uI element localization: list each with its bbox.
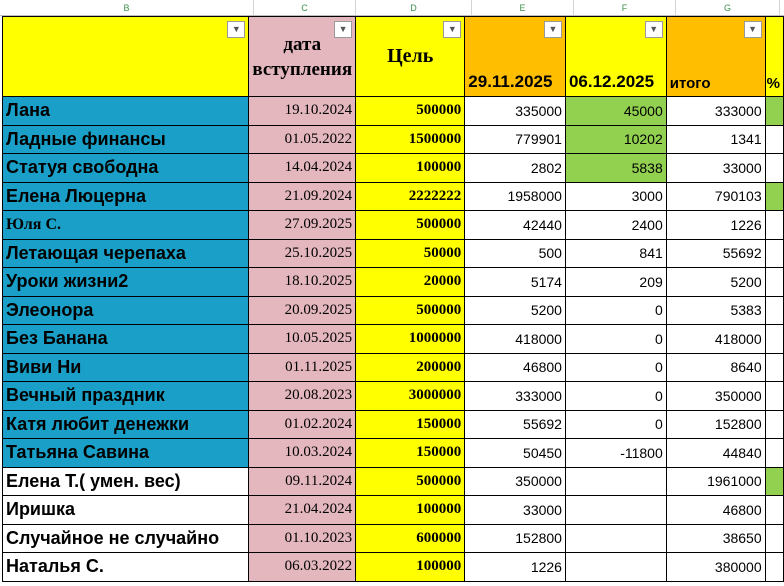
percent-cell[interactable] xyxy=(765,553,783,582)
goal-cell[interactable]: 100000 xyxy=(356,496,465,525)
value-date2-cell[interactable]: 45000 xyxy=(565,97,666,126)
total-cell[interactable]: 46800 xyxy=(666,496,765,525)
filter-dropdown-icon[interactable]: ▼ xyxy=(744,21,762,38)
goal-cell[interactable]: 2222222 xyxy=(356,182,465,211)
percent-cell[interactable] xyxy=(765,410,783,439)
header-row xyxy=(3,17,784,97)
header-name-cell[interactable] xyxy=(3,17,249,97)
table-row xyxy=(3,467,784,496)
value-date2-cell[interactable]: 2400 xyxy=(565,211,666,240)
header-goal[interactable] xyxy=(356,17,465,97)
join-date-cell[interactable]: 18.10.2025 xyxy=(249,268,356,297)
goal-cell[interactable]: 3000000 xyxy=(356,382,465,411)
value-date1-cell[interactable]: 335000 xyxy=(465,97,566,126)
total-cell[interactable]: 790103 xyxy=(666,182,765,211)
column-letter-g[interactable]: G xyxy=(676,0,780,16)
filter-dropdown-icon[interactable]: ▼ xyxy=(443,21,461,38)
total-cell[interactable]: 55692 xyxy=(666,239,765,268)
join-date-cell[interactable]: 06.03.2022 xyxy=(249,553,356,582)
join-date-cell[interactable]: 25.10.2025 xyxy=(249,239,356,268)
member-name-cell[interactable]: Наталья С. xyxy=(3,553,249,582)
member-name-cell[interactable]: Виви Ни xyxy=(3,353,249,382)
value-date1-cell[interactable]: 55692 xyxy=(465,410,566,439)
join-date-cell[interactable]: 09.11.2024 xyxy=(249,467,356,496)
percent-cell[interactable] xyxy=(765,524,783,553)
column-letter-b[interactable]: B xyxy=(0,0,254,16)
value-date2-cell[interactable]: 10202 xyxy=(565,125,666,154)
value-date1-cell[interactable]: 333000 xyxy=(465,382,566,411)
value-date2-cell[interactable] xyxy=(565,524,666,553)
percent-cell[interactable] xyxy=(765,125,783,154)
percent-cell[interactable] xyxy=(765,97,783,126)
member-name-cell[interactable]: Катя любит денежки xyxy=(3,410,249,439)
filter-dropdown-icon[interactable]: ▼ xyxy=(645,21,663,38)
member-name-cell[interactable]: Случайное не случайно xyxy=(3,524,249,553)
table-row xyxy=(3,97,784,126)
value-date2-cell[interactable]: 0 xyxy=(565,296,666,325)
column-letter-f[interactable]: F xyxy=(574,0,676,16)
value-date2-cell[interactable]: 5838 xyxy=(565,154,666,183)
goal-cell[interactable]: 1000000 xyxy=(356,325,465,354)
total-cell[interactable]: 418000 xyxy=(666,325,765,354)
total-cell[interactable]: 333000 xyxy=(666,97,765,126)
table-row xyxy=(3,154,784,183)
join-date-cell[interactable]: 20.08.2023 xyxy=(249,382,356,411)
member-name-cell[interactable]: Без Банана xyxy=(3,325,249,354)
join-date-cell[interactable]: 27.09.2025 xyxy=(249,211,356,240)
value-date2-cell[interactable]: 0 xyxy=(565,410,666,439)
value-date1-cell[interactable]: 1958000 xyxy=(465,182,566,211)
join-date-cell[interactable]: 14.04.2024 xyxy=(249,154,356,183)
total-cell[interactable]: 350000 xyxy=(666,382,765,411)
column-letter-e[interactable]: E xyxy=(472,0,574,16)
member-name-cell[interactable]: Лана xyxy=(3,97,249,126)
goal-cell[interactable]: 100000 xyxy=(356,553,465,582)
filter-dropdown-icon[interactable]: ▼ xyxy=(227,21,245,38)
percent-cell[interactable] xyxy=(765,382,783,411)
value-date1-cell[interactable]: 350000 xyxy=(465,467,566,496)
header-date-2-label: 06.12.2025 xyxy=(568,72,655,91)
join-date-cell[interactable]: 10.03.2024 xyxy=(249,439,356,468)
join-date-cell[interactable]: 01.11.2025 xyxy=(249,353,356,382)
value-date1-cell[interactable]: 46800 xyxy=(465,353,566,382)
percent-cell[interactable] xyxy=(765,496,783,525)
percent-cell[interactable] xyxy=(765,154,783,183)
table-row xyxy=(3,296,784,325)
total-cell[interactable]: 5383 xyxy=(666,296,765,325)
member-name-cell[interactable]: Иришка xyxy=(3,496,249,525)
value-date2-cell[interactable] xyxy=(565,553,666,582)
member-name-cell[interactable]: Елена Т.( умен. вес) xyxy=(3,467,249,496)
member-name-cell[interactable]: Статуя свободна xyxy=(3,154,249,183)
goal-cell[interactable]: 500000 xyxy=(356,467,465,496)
member-name-cell[interactable]: Летающая черепаха xyxy=(3,239,249,268)
value-date1-cell[interactable]: 779901 xyxy=(465,125,566,154)
member-name-cell[interactable]: Уроки жизни2 xyxy=(3,268,249,297)
percent-cell[interactable] xyxy=(765,211,783,240)
value-date2-cell[interactable]: 0 xyxy=(565,325,666,354)
table-row xyxy=(3,325,784,354)
value-date2-cell[interactable]: 0 xyxy=(565,382,666,411)
table-row xyxy=(3,439,784,468)
value-date2-cell[interactable] xyxy=(565,496,666,525)
goal-cell[interactable]: 20000 xyxy=(356,268,465,297)
join-date-cell[interactable]: 19.10.2024 xyxy=(249,97,356,126)
table-row xyxy=(3,524,784,553)
value-date2-cell[interactable]: 3000 xyxy=(565,182,666,211)
total-cell[interactable]: 1961000 xyxy=(666,467,765,496)
percent-cell[interactable] xyxy=(765,182,783,211)
goal-cell[interactable]: 500000 xyxy=(356,296,465,325)
member-name-cell[interactable]: Татьяна Савина xyxy=(3,439,249,468)
value-date2-cell[interactable]: 841 xyxy=(565,239,666,268)
header-percent-label: % xyxy=(766,75,780,92)
total-cell[interactable]: 152800 xyxy=(666,410,765,439)
header-date-1-label: 29.11.2025 xyxy=(468,72,553,91)
table-row xyxy=(3,382,784,411)
goal-cell[interactable]: 500000 xyxy=(356,97,465,126)
total-cell[interactable]: 38650 xyxy=(666,524,765,553)
percent-cell[interactable] xyxy=(765,268,783,297)
total-cell[interactable]: 380000 xyxy=(666,553,765,582)
table-row xyxy=(3,125,784,154)
value-date1-cell[interactable]: 5200 xyxy=(465,296,566,325)
filter-dropdown-icon[interactable]: ▼ xyxy=(334,21,352,38)
table-row xyxy=(3,211,784,240)
join-date-cell[interactable]: 21.09.2024 xyxy=(249,182,356,211)
total-cell[interactable]: 8640 xyxy=(666,353,765,382)
goal-cell[interactable]: 200000 xyxy=(356,353,465,382)
total-cell[interactable]: 1341 xyxy=(666,125,765,154)
goal-cell[interactable]: 150000 xyxy=(356,410,465,439)
table-row xyxy=(3,553,784,582)
goal-cell[interactable]: 100000 xyxy=(356,154,465,183)
header-percent[interactable] xyxy=(765,17,783,97)
value-date1-cell[interactable]: 5174 xyxy=(465,268,566,297)
join-date-cell[interactable]: 01.10.2023 xyxy=(249,524,356,553)
table-row xyxy=(3,353,784,382)
value-date1-cell[interactable]: 42440 xyxy=(465,211,566,240)
value-date1-cell[interactable]: 1226 xyxy=(465,553,566,582)
table-row xyxy=(3,239,784,268)
join-date-cell[interactable]: 21.04.2024 xyxy=(249,496,356,525)
column-letter-d[interactable]: D xyxy=(356,0,472,16)
join-date-cell[interactable]: 01.05.2022 xyxy=(249,125,356,154)
value-date2-cell[interactable] xyxy=(565,467,666,496)
percent-cell[interactable] xyxy=(765,439,783,468)
percent-cell[interactable] xyxy=(765,467,783,496)
header-date-joined[interactable] xyxy=(249,17,356,97)
filter-dropdown-icon[interactable]: ▼ xyxy=(544,21,562,38)
goal-cell[interactable]: 500000 xyxy=(356,211,465,240)
percent-cell[interactable] xyxy=(765,296,783,325)
member-name-cell[interactable]: Элеонора xyxy=(3,296,249,325)
percent-cell[interactable] xyxy=(765,325,783,354)
value-date2-cell[interactable]: 0 xyxy=(565,353,666,382)
member-name-cell[interactable]: Ладные финансы xyxy=(3,125,249,154)
table-row xyxy=(3,410,784,439)
table-row xyxy=(3,182,784,211)
value-date1-cell[interactable]: 33000 xyxy=(465,496,566,525)
spreadsheet-grid xyxy=(2,16,784,582)
value-date1-cell[interactable]: 418000 xyxy=(465,325,566,354)
value-date1-cell[interactable]: 500 xyxy=(465,239,566,268)
total-cell[interactable]: 5200 xyxy=(666,268,765,297)
join-date-cell[interactable]: 10.05.2025 xyxy=(249,325,356,354)
join-date-cell[interactable]: 01.02.2024 xyxy=(249,410,356,439)
value-date1-cell[interactable]: 152800 xyxy=(465,524,566,553)
join-date-cell[interactable]: 20.09.2025 xyxy=(249,296,356,325)
goal-cell[interactable]: 600000 xyxy=(356,524,465,553)
percent-cell[interactable] xyxy=(765,239,783,268)
table-row xyxy=(3,496,784,525)
header-total-label: итого xyxy=(669,75,711,92)
total-cell[interactable]: 44840 xyxy=(666,439,765,468)
header-goal-label: Цель xyxy=(387,45,434,67)
header-date-joined-label: дата вступления xyxy=(252,33,353,80)
goal-cell[interactable]: 50000 xyxy=(356,239,465,268)
total-cell[interactable]: 33000 xyxy=(666,154,765,183)
value-date2-cell[interactable]: 209 xyxy=(565,268,666,297)
total-cell[interactable]: 1226 xyxy=(666,211,765,240)
header-total[interactable] xyxy=(666,17,765,97)
column-letter-c[interactable]: C xyxy=(254,0,356,16)
header-date-1[interactable] xyxy=(465,17,566,97)
member-name-cell[interactable]: Юля С. xyxy=(3,211,249,240)
goal-cell[interactable]: 150000 xyxy=(356,439,465,468)
value-date1-cell[interactable]: 50450 xyxy=(465,439,566,468)
value-date2-cell[interactable]: -11800 xyxy=(565,439,666,468)
column-header-bar xyxy=(0,0,784,16)
percent-cell[interactable] xyxy=(765,353,783,382)
goal-cell[interactable]: 1500000 xyxy=(356,125,465,154)
member-name-cell[interactable]: Вечный праздник xyxy=(3,382,249,411)
value-date1-cell[interactable]: 2802 xyxy=(465,154,566,183)
table-row xyxy=(3,268,784,297)
header-date-2[interactable] xyxy=(565,17,666,97)
member-name-cell[interactable]: Елена Люцерна xyxy=(3,182,249,211)
